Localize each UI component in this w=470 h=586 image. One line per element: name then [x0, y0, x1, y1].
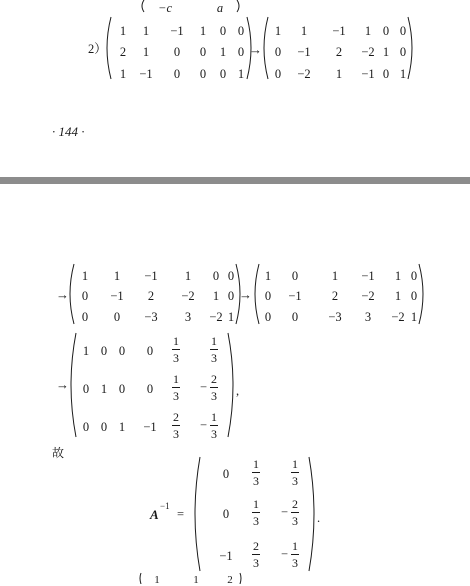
matrix-entry: 1 [119, 24, 127, 38]
matrix-entry: 0 [399, 24, 407, 38]
conclusion-word: 故 [52, 446, 65, 460]
matrix-entry: 1 [82, 344, 90, 358]
matrix-entry: 0 [173, 45, 181, 59]
fraction-denominator: 3 [292, 514, 298, 528]
matrix-entry: 0 [113, 310, 121, 324]
matrix-entry: −1 [139, 67, 153, 81]
fraction [252, 458, 260, 487]
matrix-entry: 1 [382, 45, 390, 59]
fraction-numerator: 1 [173, 372, 179, 386]
matrix-entry: 1 [394, 289, 402, 303]
matrix-entry: 1 [118, 420, 126, 434]
matrix-entry: 1 [227, 310, 235, 324]
fraction-denominator: 3 [173, 427, 179, 441]
matrix-entry: 0 [100, 344, 108, 358]
matrix-entry: 1 [199, 24, 207, 38]
matrix-m5-suffix: , [236, 384, 240, 398]
equals-sign: = [177, 507, 185, 521]
matrix-entry: 0 [81, 310, 89, 324]
matrix-entry: 0 [237, 45, 245, 59]
fraction-numerator: 2 [253, 539, 259, 553]
fraction [252, 540, 260, 569]
matrix-entry: 2 [119, 45, 127, 59]
fraction-numerator: 2 [211, 372, 217, 386]
matrix-entry: 0 [264, 310, 272, 324]
fraction [252, 498, 260, 527]
minus-sign: − [280, 505, 288, 519]
fraction-denominator: 3 [253, 474, 259, 488]
inverse-matrix-brackets [0, 454, 470, 584]
matrix-entry: 1 [274, 24, 282, 38]
fraction-denominator: 3 [292, 556, 298, 570]
fraction-numerator: 1 [292, 457, 298, 471]
partial-matrix-entry: a [216, 1, 224, 15]
inverse-matrix-symbol: A [150, 507, 159, 522]
matrix-entry: −3 [328, 310, 342, 324]
fraction-denominator: 3 [211, 427, 217, 441]
matrix-entry: −1 [361, 67, 375, 81]
matrix-entry: 1 [264, 269, 272, 283]
fraction-numerator: 2 [173, 410, 179, 424]
matrix-entry: 0 [118, 382, 126, 396]
fraction-numerator: 2 [292, 497, 298, 511]
matrix-entry: −2 [391, 310, 405, 324]
matrix-entry: 0 [274, 45, 282, 59]
fraction-denominator: 3 [253, 556, 259, 570]
matrix-entry: 0 [146, 344, 154, 358]
page-divider [0, 177, 470, 184]
matrix-entry: 0 [146, 382, 154, 396]
fraction-denominator: 3 [211, 389, 217, 403]
matrix-entry: 0 [222, 467, 230, 481]
fraction [172, 335, 180, 364]
matrix-entry: 1 [219, 45, 227, 59]
fraction-numerator: 1 [173, 334, 179, 348]
fraction-numerator: 1 [253, 497, 259, 511]
partial-bottom-entry: 1 [154, 574, 160, 586]
matrix-entry: −1 [110, 289, 124, 303]
arrow: → [56, 287, 69, 302]
matrix-entry: 0 [410, 289, 418, 303]
matrix-entry: −2 [361, 45, 375, 59]
matrix-entry: 1 [394, 269, 402, 283]
minus-sign: − [280, 547, 288, 561]
matrix-entry: 1 [399, 67, 407, 81]
matrix-entry: 2 [335, 45, 343, 59]
fraction-denominator: 3 [211, 351, 217, 365]
arrow: → [56, 377, 69, 392]
fraction-denominator: 3 [173, 351, 179, 365]
matrix-entry: 0 [199, 45, 207, 59]
matrix-entry: 0 [100, 420, 108, 434]
matrix-entry: 2 [331, 289, 339, 303]
matrix-entry: −2 [209, 310, 223, 324]
matrix-entry: 1 [142, 24, 150, 38]
fraction-numerator: 1 [292, 539, 298, 553]
matrix-entry: 1 [410, 310, 418, 324]
matrix-entry: 0 [410, 269, 418, 283]
matrix-entry: 1 [100, 382, 108, 396]
matrix-entry: 3 [184, 310, 192, 324]
fraction-numerator: 1 [211, 410, 217, 424]
matrix-entry: 1 [335, 67, 343, 81]
matrix-entry: 0 [199, 67, 207, 81]
matrix-entry: −1 [332, 24, 346, 38]
matrix-entry: −1 [297, 45, 311, 59]
partial-matrix-entry: −c [158, 1, 172, 15]
fraction-denominator: 3 [253, 514, 259, 528]
fraction [291, 498, 299, 527]
matrix-entry: 0 [118, 344, 126, 358]
matrix-entry: 0 [212, 269, 220, 283]
partial-bottom-entry: 2 [227, 574, 233, 586]
fraction-numerator: 1 [253, 457, 259, 471]
matrix-entry: 0 [264, 289, 272, 303]
matrix-entry: −1 [219, 549, 233, 563]
matrix-entry: 1 [300, 24, 308, 38]
matrix-entry: 0 [291, 310, 299, 324]
matrix-entry: 0 [382, 24, 390, 38]
matrix-entry: −2 [181, 289, 195, 303]
matrix-entry: 0 [227, 289, 235, 303]
matrix-entry: 1 [81, 269, 89, 283]
matrix-entry: 0 [219, 67, 227, 81]
matrix-entry: 0 [82, 382, 90, 396]
page-number: · 144 · [52, 124, 85, 139]
fraction-denominator: 3 [292, 474, 298, 488]
matrix-entry: 0 [82, 420, 90, 434]
matrix-entry: 1 [364, 24, 372, 38]
matrix-entry: 1 [237, 67, 245, 81]
fraction [210, 373, 218, 402]
matrix-entry: −3 [144, 310, 158, 324]
matrix-entry: −1 [144, 269, 158, 283]
matrix-entry: 0 [219, 24, 227, 38]
matrix-entry: 0 [81, 289, 89, 303]
matrix-entry: 2 [147, 289, 155, 303]
fraction [210, 335, 218, 364]
matrix-entry: 0 [237, 24, 245, 38]
matrix-entry: 1 [331, 269, 339, 283]
minus-sign: − [199, 418, 207, 432]
matrix-entry: 0 [382, 67, 390, 81]
problem-label: 2） [88, 42, 107, 56]
matrix-entry: −1 [143, 420, 157, 434]
matrix-entry: 0 [399, 45, 407, 59]
matrix-entry: 0 [173, 67, 181, 81]
matrix-entry: 1 [142, 45, 150, 59]
fraction [291, 458, 299, 487]
fraction [172, 373, 180, 402]
matrix-entry: 1 [184, 269, 192, 283]
matrix-entry: −2 [361, 289, 375, 303]
matrix-entry: 3 [364, 310, 372, 324]
fraction-numerator: 1 [211, 334, 217, 348]
arrow: → [249, 42, 262, 57]
fraction-denominator: 3 [173, 389, 179, 403]
inverse-superscript: −1 [160, 501, 170, 511]
matrix-m5-brackets [0, 330, 470, 460]
partial-bottom-brackets [0, 572, 470, 584]
matrix-entry: 0 [227, 269, 235, 283]
matrix-entry: 0 [291, 269, 299, 283]
matrix-entry: 1 [113, 269, 121, 283]
partial-bottom-entry: 1 [193, 574, 199, 586]
matrix-entry: 1 [119, 67, 127, 81]
matrix-entry: 0 [222, 507, 230, 521]
matrix-entry: 1 [212, 289, 220, 303]
arrow: → [239, 287, 252, 302]
matrix-entry: −1 [288, 289, 302, 303]
matrix-entry: −2 [297, 67, 311, 81]
fraction [172, 411, 180, 440]
fraction [291, 540, 299, 569]
matrix-entry: −1 [170, 24, 184, 38]
matrix-entry: −1 [361, 269, 375, 283]
fraction [210, 411, 218, 440]
matrix-entry: 0 [274, 67, 282, 81]
minus-sign: − [199, 380, 207, 394]
inverse-matrix-suffix: . [317, 511, 321, 525]
